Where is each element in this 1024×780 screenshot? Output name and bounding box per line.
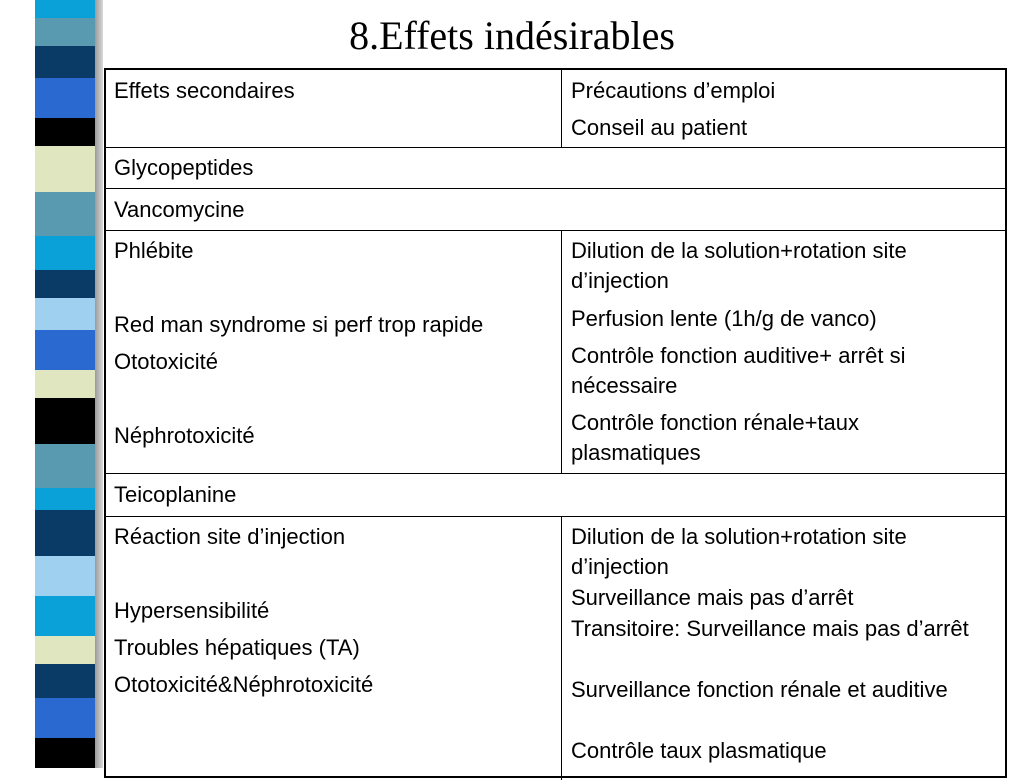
table-row bbox=[106, 474, 1005, 517]
vanco-effect: Néphrotoxicité bbox=[114, 423, 255, 448]
group-vancomycine: Vancomycine bbox=[114, 197, 245, 222]
stripe bbox=[35, 556, 95, 596]
stripe bbox=[35, 146, 95, 192]
stripe bbox=[35, 118, 95, 146]
header-effects-label: Effets secondaires bbox=[114, 78, 295, 103]
stripe bbox=[35, 330, 95, 370]
stripe bbox=[35, 270, 95, 298]
stripe bbox=[35, 444, 95, 488]
teico-effect: Ototoxicité&Néphrotoxicité bbox=[114, 672, 374, 697]
stripe bbox=[35, 370, 95, 398]
stripe bbox=[35, 298, 95, 330]
table-row bbox=[106, 148, 1005, 189]
stripe bbox=[35, 636, 95, 664]
vanco-effect: Ototoxicité bbox=[114, 349, 218, 374]
vanco-precaution: Contrôle fonction auditive+ arrêt si nécessaire bbox=[571, 343, 906, 398]
column-divider bbox=[561, 517, 562, 780]
stripe bbox=[35, 78, 95, 118]
teico-precaution: Contrôle taux plasmatique bbox=[571, 738, 827, 763]
header-advice-label: Conseil au patient bbox=[571, 115, 748, 140]
vanco-precaution: Perfusion lente (1h/g de vanco) bbox=[571, 306, 877, 331]
vanco-precaution: Contrôle fonction rénale+taux plasmatiques bbox=[571, 410, 860, 465]
stripe bbox=[35, 510, 95, 556]
vanco-effect: Phlébite bbox=[114, 238, 194, 263]
teico-effect: Réaction site d’injection bbox=[114, 524, 346, 549]
table-header-row bbox=[106, 70, 1005, 148]
stripe bbox=[35, 664, 95, 698]
teico-precaution: Surveillance fonction rénale et auditive bbox=[571, 677, 948, 702]
group-teicoplanine: Teicoplanine bbox=[114, 482, 237, 507]
teico-precaution: Surveillance mais pas d’arrêt bbox=[571, 585, 854, 610]
stripe bbox=[35, 488, 95, 510]
stripe bbox=[35, 698, 95, 738]
table-row bbox=[106, 189, 1005, 231]
stripe bbox=[35, 398, 95, 444]
teico-effect: Hypersensibilité bbox=[114, 598, 270, 623]
teico-precaution: Dilution de la solution+rotation site d’injection bbox=[571, 524, 907, 579]
table-row bbox=[106, 517, 1005, 780]
stripe bbox=[35, 192, 95, 236]
teico-precaution: Transitoire: Surveillance mais pas d’arrêt bbox=[571, 616, 969, 641]
vanco-precaution: Dilution de la solution+rotation site d’injection bbox=[571, 238, 907, 293]
teico-effect: Troubles hépatiques (TA) bbox=[114, 635, 360, 660]
table-row bbox=[106, 231, 1005, 474]
column-divider bbox=[561, 231, 562, 473]
stripe bbox=[35, 738, 95, 768]
slide-title: 8.Effets indésirables bbox=[349, 13, 675, 58]
side-effects-table bbox=[104, 68, 1007, 778]
group-glycopeptides: Glycopeptides bbox=[114, 155, 254, 180]
column-divider bbox=[561, 70, 562, 147]
stripe-shadow bbox=[95, 0, 103, 768]
header-precautions-label: Précautions d’emploi bbox=[571, 78, 776, 103]
decorative-stripe-bar bbox=[35, 0, 95, 768]
stripe bbox=[35, 236, 95, 270]
vanco-effect: Red man syndrome si perf trop rapide bbox=[114, 312, 484, 337]
stripe bbox=[35, 596, 95, 636]
